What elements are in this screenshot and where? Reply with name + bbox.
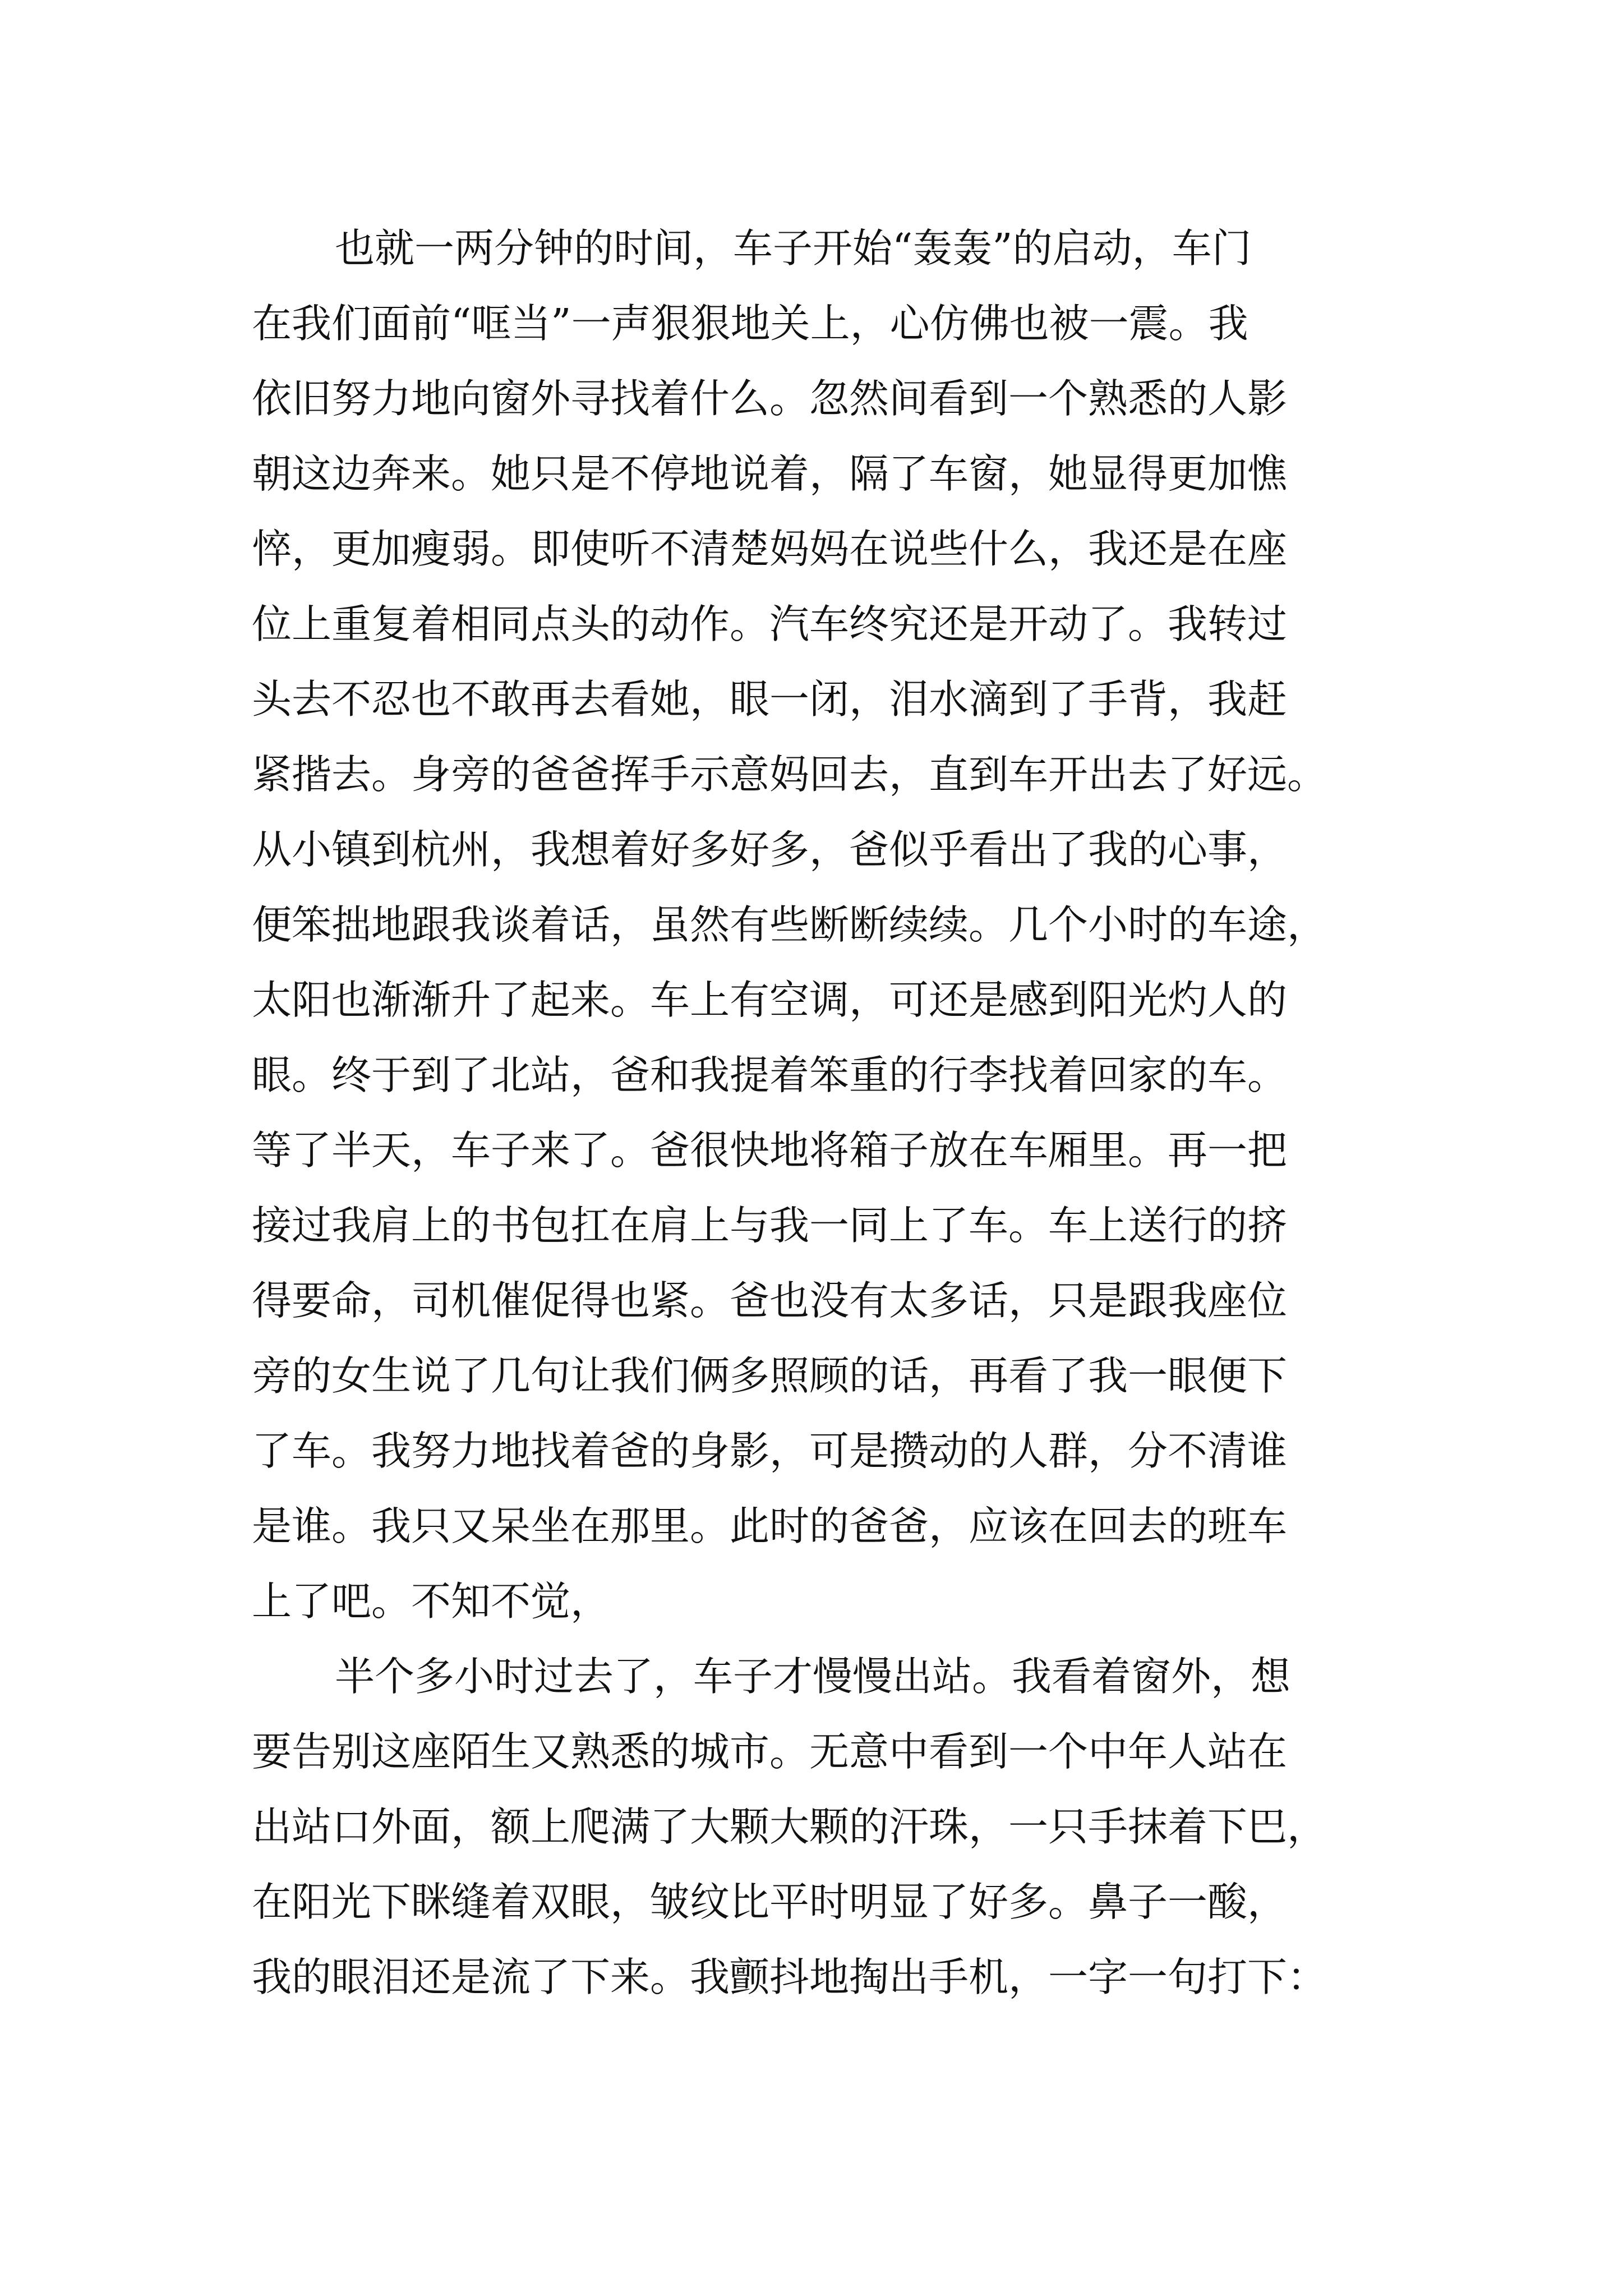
paragraph-line: 也就一两分钟的时间，车子开始“轰轰”的启动，车门 <box>335 225 1252 272</box>
paragraph-line: 太阳也渐渐升了起来。车上有空调，可还是感到阳光灼人的 <box>252 977 1288 1023</box>
paragraph-line: 头去不忍也不敢再去看她，眼一闭，泪水滴到了手背，我赶 <box>252 676 1288 723</box>
paragraph-2 <box>252 1639 1379 2015</box>
paragraph-line: 依旧努力地向窗外寻找着什么。忽然间看到一个熟悉的人影 <box>252 375 1288 422</box>
paragraph-1 <box>252 211 1379 1639</box>
paragraph-line: 紧揩去。身旁的爸爸挥手示意妈回去，直到车开出去了好远。 <box>252 751 1327 798</box>
paragraph-line: 是谁。我只又呆坐在那里。此时的爸爸，应该在回去的班车 <box>252 1503 1288 1549</box>
paragraph-line: 旁的女生说了几句让我们俩多照顾的话，再看了我一眼便下 <box>252 1352 1288 1399</box>
paragraph-line: 我的眼泪还是流了下来。我颤抖地掏出手机，一字一句打下： <box>252 1954 1327 2000</box>
paragraph-line: 从小镇到杭州，我想着好多好多，爸似乎看出了我的心事， <box>252 826 1288 873</box>
paragraph-line: 在阳光下眯缝着双眼，皱纹比平时明显了好多。鼻子一酸， <box>252 1879 1288 1925</box>
paragraph-line: 等了半天，车子来了。爸很快地将箱子放在车厢里。再一把 <box>252 1127 1288 1174</box>
paragraph-line: 了车。我努力地找着爸的身影，可是攒动的人群，分不清谁 <box>252 1428 1288 1474</box>
paragraph-line: 位上重复着相同点头的动作。汽车终究还是开动了。我转过 <box>252 601 1288 647</box>
paragraph-line: 朝这边奔来。她只是不停地说着，隔了车窗，她显得更加憔 <box>252 450 1288 497</box>
paragraph-line: 便笨拙地跟我谈着话，虽然有些断断续续。几个小时的车途， <box>252 901 1327 948</box>
paragraph-line: 得要命，司机催促得也紧。爸也没有太多话，只是跟我座位 <box>252 1277 1288 1324</box>
paragraph-line: 悴，更加瘦弱。即使听不清楚妈妈在说些什么，我还是在座 <box>252 526 1288 572</box>
paragraph-line: 眼。终于到了北站，爸和我提着笨重的行李找着回家的车。 <box>252 1052 1288 1098</box>
paragraph-line: 半个多小时过去了，车子才慢慢出站。我看着窗外，想 <box>335 1653 1291 1700</box>
paragraph-line: 上了吧。不知不觉， <box>252 1578 611 1625</box>
paragraph-line: 接过我肩上的书包扛在肩上与我一同上了车。车上送行的挤 <box>252 1202 1288 1249</box>
body-text <box>252 211 1379 2015</box>
paragraph-line: 出站口外面，额上爬满了大颗大颗的汗珠，一只手抹着下巴， <box>252 1803 1327 1850</box>
paragraph-line: 要告别这座陌生又熟悉的城市。无意中看到一个中年人站在 <box>252 1728 1288 1775</box>
paragraph-line: 在我们面前“哐当”一声狠狠地关上，心仿佛也被一震。我 <box>252 300 1248 347</box>
